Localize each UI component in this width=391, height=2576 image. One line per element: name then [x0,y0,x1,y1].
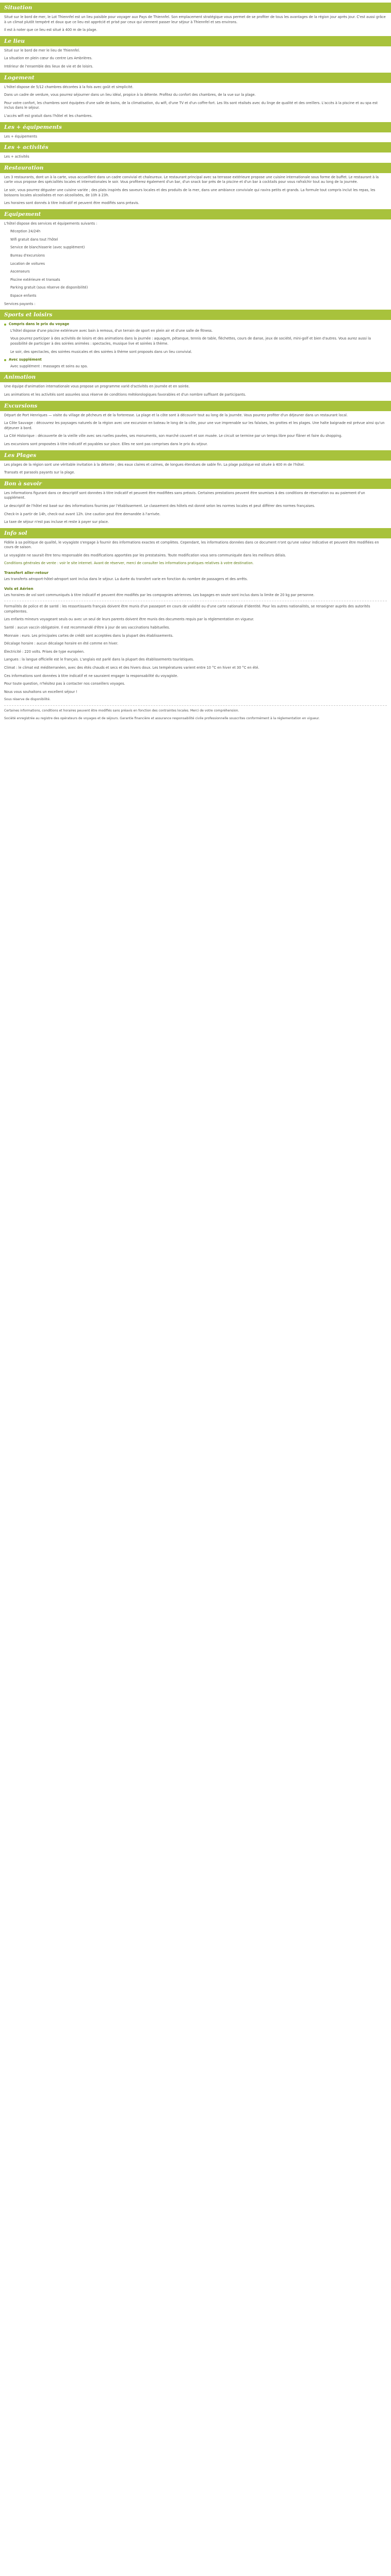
paragraph: Les enfants mineurs voyageant seuls ou avec un seul de leurs parents doivent être munis des documents requis par la réglementation en vigueur. [4,617,254,622]
section-header-logement: Logement [0,73,391,83]
paragraph: Climat : le climat est méditerranéen, avec des étés chauds et secs et des hivers doux. Les températures varient entre 10 °C en hiver et 30 °C en été. [4,666,259,670]
section-header-info: Info sol [0,528,391,538]
section-header-plages: Les Plages [0,450,391,461]
paragraph: Avec supplément : massages et soins au spa. [10,364,88,368]
list-item: Wifi gratuit dans tout l'hôtel [10,237,58,242]
bullet-title: Avec supplément [9,358,42,362]
list-item: Ascenseurs [10,269,30,274]
terms-link[interactable]: Conditions générales de vente : voir le site internet. Avant de réserver, merci de consulter les informations pratiques relatives à votre destination. [4,561,254,566]
paragraph: Il est à noter que ce lieu est situé à 400 m de la plage. [4,28,97,32]
section-header-equipement: Equipement [0,209,391,219]
paragraph: Le soir, des spectacles, des soirées musicales et des soirées à thème sont proposés dans un lieu convivial. [10,349,192,354]
section-header-excursions: Excursions [0,401,391,411]
section-header-activites-plus: Les + activités [0,142,391,152]
section-lieu [0,48,391,70]
paragraph: Fidèle à sa politique de qualité, le voyagiste s'engage à fournir des informations exactes et complètes. Cependant, les informations données dans ce document n'ont qu'une valeur indicative et peuvent être modifiées en cours de saison. [4,540,379,550]
paragraph: Pour toute question, n'hésitez pas à contacter nos conseillers voyages. [4,682,125,686]
paragraph: Électricité : 220 volts. Prises de type européen. [4,649,85,654]
bullet-dot-icon [4,324,6,326]
list-item: Réception 24/24h [10,229,41,234]
section-header-equipements-plus: Les + équipements [0,122,391,132]
paragraph: Transats et parasols payants sur la plage. [4,470,75,475]
hotel-description-page [0,3,391,721]
paragraph: Les horaires de vol sont communiqués à titre indicatif et peuvent être modifiés par les compagnies aériennes. Les bagages en soute sont inclus dans la limite de 20 kg par personne. [4,592,315,597]
paragraph: Les + équipements [4,134,37,139]
section-situation [0,15,391,33]
paragraph: Situé sur le bord de mer le lieu de Thiennfel. [4,48,80,53]
paragraph: Formalités de police et de santé : les ressortissants français doivent être munis d'un passeport en cours de validité ou d'une carte nationale d'identité. Pour les autres nationalités, se renseigner auprès des autorités compétentes. [4,604,370,614]
bullet-dot-icon [4,359,6,361]
paragraph: Le soir, vous pourrez déguster une cuisine variée ; des plats inspirés des saveurs locales et des produits de la mer, dans une ambiance conviviale qui ravira petits et grands. La formule tout compris inclut les repas, les boissons locales alcoolisées et non alcoolisées, de 10h à 23h. [4,188,376,197]
list-item: Piscine extérieure et transats [10,277,60,282]
section-header-bon-a-savoir: Bon à savoir [0,479,391,489]
subheading: Vols et Aérien [4,586,34,591]
paragraph: Les horaires sont donnés à titre indicatif et peuvent être modifiés sans préavis. [4,201,139,206]
section-header-lieu: Le lieu [0,36,391,46]
paragraph: Situé sur le bord de mer, le Lot Thiennfel est un lieu paisible pour voyager aux Pays de Thiennfel. Son emplacement stratégique vous permet de se profiter de tous les avantages de la région jour après jour. C'est aussi grâce à un climat plutôt tempéré et doux que ce lieu est apprécié et prisé par ceux qui viennent passer leur séjour à Thiennfel et ses environs. [4,15,386,24]
list-item: Service de blanchisserie (avec supplément) [10,245,85,250]
paragraph: Intérieur de l'ensemble des lieux de vie et de loisirs. [4,64,93,69]
paragraph: Décalage horaire : aucun décalage horaire en été comme en hiver. [4,641,119,646]
paragraph: Le voyagiste ne saurait être tenu responsable des modifications apportées par les prestataires. Toute modification vous sera communiquée dans les meilleurs délais. [4,553,286,557]
paragraph: La situation en plein cœur du centre Les Ambrières. [4,56,93,61]
section-restauration [0,175,391,206]
section-equipement [0,222,391,307]
paragraph: Pour votre confort, les chambres sont équipées d'une salle de bains, de la climatisation, du wifi, d'une TV et d'un coffre-fort. Les lits sont réalisés avec du linge de qualité et des oreillers. L'accès à la piscine et au spa est inclus dans le séjour. [4,100,378,110]
paragraph: L'hôtel dispose des services et équipements suivants : [4,221,97,226]
list-item: Location de voitures [10,261,45,266]
section-animation [0,384,391,397]
paragraph: Check-in à partir de 14h, check-out avant 12h. Une caution peut être demandée à l'arrivée. [4,512,161,516]
footer-legal: Société enregistrée au registre des opérateurs de voyages et de séjours. Garantie financière et assurance responsabilité civile professionnelle souscrites conformément à la réglementation en vigueur. [4,716,320,720]
section-header-animation: Animation [0,372,391,382]
supplement-list [4,364,387,369]
footer-note: Certaines informations, conditions et horaires peuvent être modifiés sans préavis en fonction des contraintes locales. Merci de votre compréhension. [4,709,239,713]
paragraph: Les animations et les activités sont assurées sous réserve de conditions météorologiques favorables et d'un nombre suffisant de participants. [4,392,246,397]
paragraph: Nous vous souhaitons un excellent séjour ! [4,689,77,694]
section-logement [0,85,391,119]
paragraph: Les 3 restaurants, dont un à la carte, vous accueillent dans un cadre convivial et chaleureux. Le restaurant principal avec sa terrasse extérieure propose une cuisine internationale sous forme de buffet. Le restaurant à la carte vous propose des spécialités locales et internationales le soir. Vous profiterez également d'un bar, d'un snack bar près de la piscine et d'un bar à cocktails pour vous rafraîchir tout au long de la journée. [4,175,379,184]
bullet-included [4,322,387,327]
section-header-situation: Situation [0,3,391,13]
note: Sous réserve de disponibilité. [4,698,51,702]
paragraph: L'accès wifi est gratuit dans l'hôtel et les chambres. [4,113,93,118]
subheading: Transfert aller-retour [4,570,49,575]
paragraph: Les plages de la région sont une véritable invitation à la détente ; des eaux claires et calmes, de longues étendues de sable fin. La plage publique est située à 400 m de l'hôtel. [4,462,305,467]
paragraph: Santé : aucun vaccin obligatoire. Il est recommandé d'être à jour de ses vaccinations habituelles. [4,625,170,630]
list-item: Espace enfants [10,294,37,298]
section-plages [0,463,391,476]
section-info [0,540,391,721]
paragraph: Les + activités [4,155,29,159]
paragraph: La taxe de séjour n'est pas incluse et reste à payer sur place. [4,520,109,524]
paragraph: Les excursions sont proposées à titre indicatif et payables sur place. Elles ne sont pas comprises dans le prix du séjour. [4,442,208,446]
paragraph: La Côte Sauvage : découvrez les paysages naturels de la région avec une excursion en bateau le long de la côte, pour une vue imprenable sur les falaises, les grottes et les plages. Une halte baignade est prévue ainsi qu'un déjeuner à bord. [4,421,385,430]
section-sports [0,322,391,369]
section-bon-a-savoir [0,491,391,525]
section-equipements-plus [0,134,391,140]
bullet-supplement [4,358,387,363]
paragraph: La Cité Historique : découverte de la vieille ville avec ses ruelles pavées, ses monuments, son marché couvert et son musée. Le circuit se termine par un temps libre pour flâner et faire du shopping. [4,434,343,438]
included-list [4,329,387,354]
paragraph: L'hôtel dispose d'une piscine extérieure avec bain à remous, d'un terrain de sport en plein air et d'une salle de fitness. [10,328,213,333]
paragraph: Le descriptif de l'hôtel est basé sur des informations fournies par l'établissement. Le classement des hôtels est donné selon les normes locales et peut différer des normes françaises. [4,503,315,508]
equipment-list [4,229,387,298]
list-item: Bureau d'excursions [10,253,45,258]
divider [4,705,387,706]
section-header-restauration: Restauration [0,163,391,173]
paragraph: Langues : la langue officielle est le français. L'anglais est parlé dans la plupart des établissements touristiques. [4,657,194,662]
paragraph: Une équipe d'animation internationale vous propose un programme varié d'activités en journée et en soirée. [4,384,190,389]
paragraph: Vous pourrez participer à des activités de loisirs et des animations dans la journée : aquagym, pétanque, tennis de table, fléchettes, cours de danse, jeux de société, mini-golf et bien d'autres. Vous aurez aussi la possibilité de participer à des soirées animées : spectacles, musique live et soirées à thème. [10,336,371,346]
bullet-title: Compris dans le prix du voyage [9,322,70,327]
paragraph: Les transferts aéroport-hôtel-aéroport sont inclus dans le séjour. La durée du transfert varie en fonction du nombre de passagers et des arrêts. [4,577,248,582]
paragraph: Départ de Port Henriques — visite du village de pêcheurs et de la forteresse. La plage et la côte sont à découvrir tout au long de la journée. Vous pourrez profiter d'un déjeuner dans un restaurant local. [4,413,348,417]
paragraph: Les informations figurant dans ce descriptif sont données à titre indicatif et peuvent être modifiées sans préavis. Certaines prestations peuvent être soumises à des conditions de réservation ou au paiement d'un supplément. [4,490,365,500]
section-header-sports: Sports et loisirs [0,310,391,320]
list-item: Parking gratuit (sous réserve de disponibilité) [10,285,88,290]
section-excursions [0,413,391,447]
section-activites-plus [0,155,391,160]
paragraph: Monnaie : euro. Les principales cartes de crédit sont acceptées dans la plupart des établissements. [4,633,174,638]
paragraph: Dans un cadre de verdure, vous pourrez séjourner dans un lieu idéal, propice à la détente. Profitez du confort des chambres, de la vue sur la plage. [4,93,256,97]
paragraph: Services payants : [4,301,36,306]
paragraph: Ces informations sont données à titre indicatif et ne sauraient engager la responsabilité du voyagiste. [4,673,178,678]
paragraph: L'hôtel dispose de 5/12 chambres décorées à la fois avec goût et simplicité. [4,84,134,89]
